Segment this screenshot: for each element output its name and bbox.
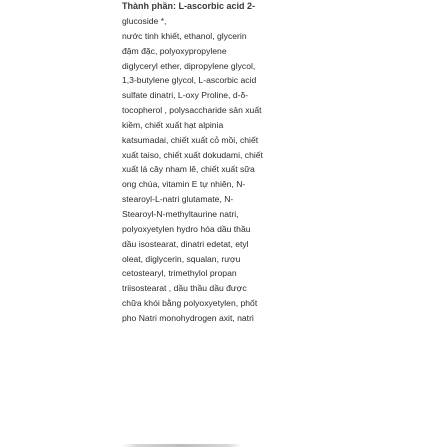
ingredients-line: xuất taiso, chiết xuất dokudami, chiết: [122, 149, 263, 160]
ingredients-line: 1,3-butylene glycol, L-ascorbic acid: [122, 75, 257, 86]
bottom-divider: [122, 444, 242, 447]
ingredients-line: polyoxyetylen hydro hóa dầu thầu: [122, 223, 251, 234]
ingredients-line: dầu isostearat, dinatri edetat, etyl: [122, 238, 249, 249]
ingredients-line: oleat, diglycerin, squalan, rượu: [122, 253, 241, 264]
ingredients-line: diglyceryl ether, dipropylene glycol,: [122, 60, 256, 71]
ingredients-line: xuất lá cây nham lê, chiết xuất sữa: [122, 164, 255, 175]
ingredients-line: chữa khói bằng polyoxyetylen, phốt: [122, 298, 258, 309]
ingredients-text-block: [122, 0, 328, 326]
ingredients-line: cetostearyl, trimethylol propan: [122, 268, 237, 279]
ingredients-line: katsumadai, chiết xuất cỏ mồi, chiết: [122, 134, 259, 145]
ingredients-title: Thành phần: L-ascorbic acid 2-: [122, 1, 256, 11]
ingredients-line: glucoside *,: [122, 16, 167, 26]
ingredients-line: đậm đặc, polyoxypropylene: [122, 45, 227, 56]
ingredients-line: Stearoyl-N-methyltaurine natri,: [122, 208, 239, 219]
ingredients-line: triisostearat , dầu thầu dầu được: [122, 283, 247, 294]
ingredients-line: ong chúa, vitamin E tự nhiên, N-: [122, 179, 246, 190]
ingredients-line: pho Natri monohydrogen axit, natri: [122, 312, 254, 323]
ingredients-line: stearoyl-L-natri glutamate, N-: [122, 194, 234, 205]
ingredients-line: tocopherol , polysaccharide sản xuất: [122, 105, 262, 116]
ingredients-line: kiềm, chiết xuất hạt alpinia: [122, 119, 224, 130]
ingredients-line: nước tinh khiết, ethanol, glycerin: [122, 30, 247, 41]
ingredients-line: sulfate dinatri, L-oxy Proline, d-δ-: [122, 90, 249, 101]
